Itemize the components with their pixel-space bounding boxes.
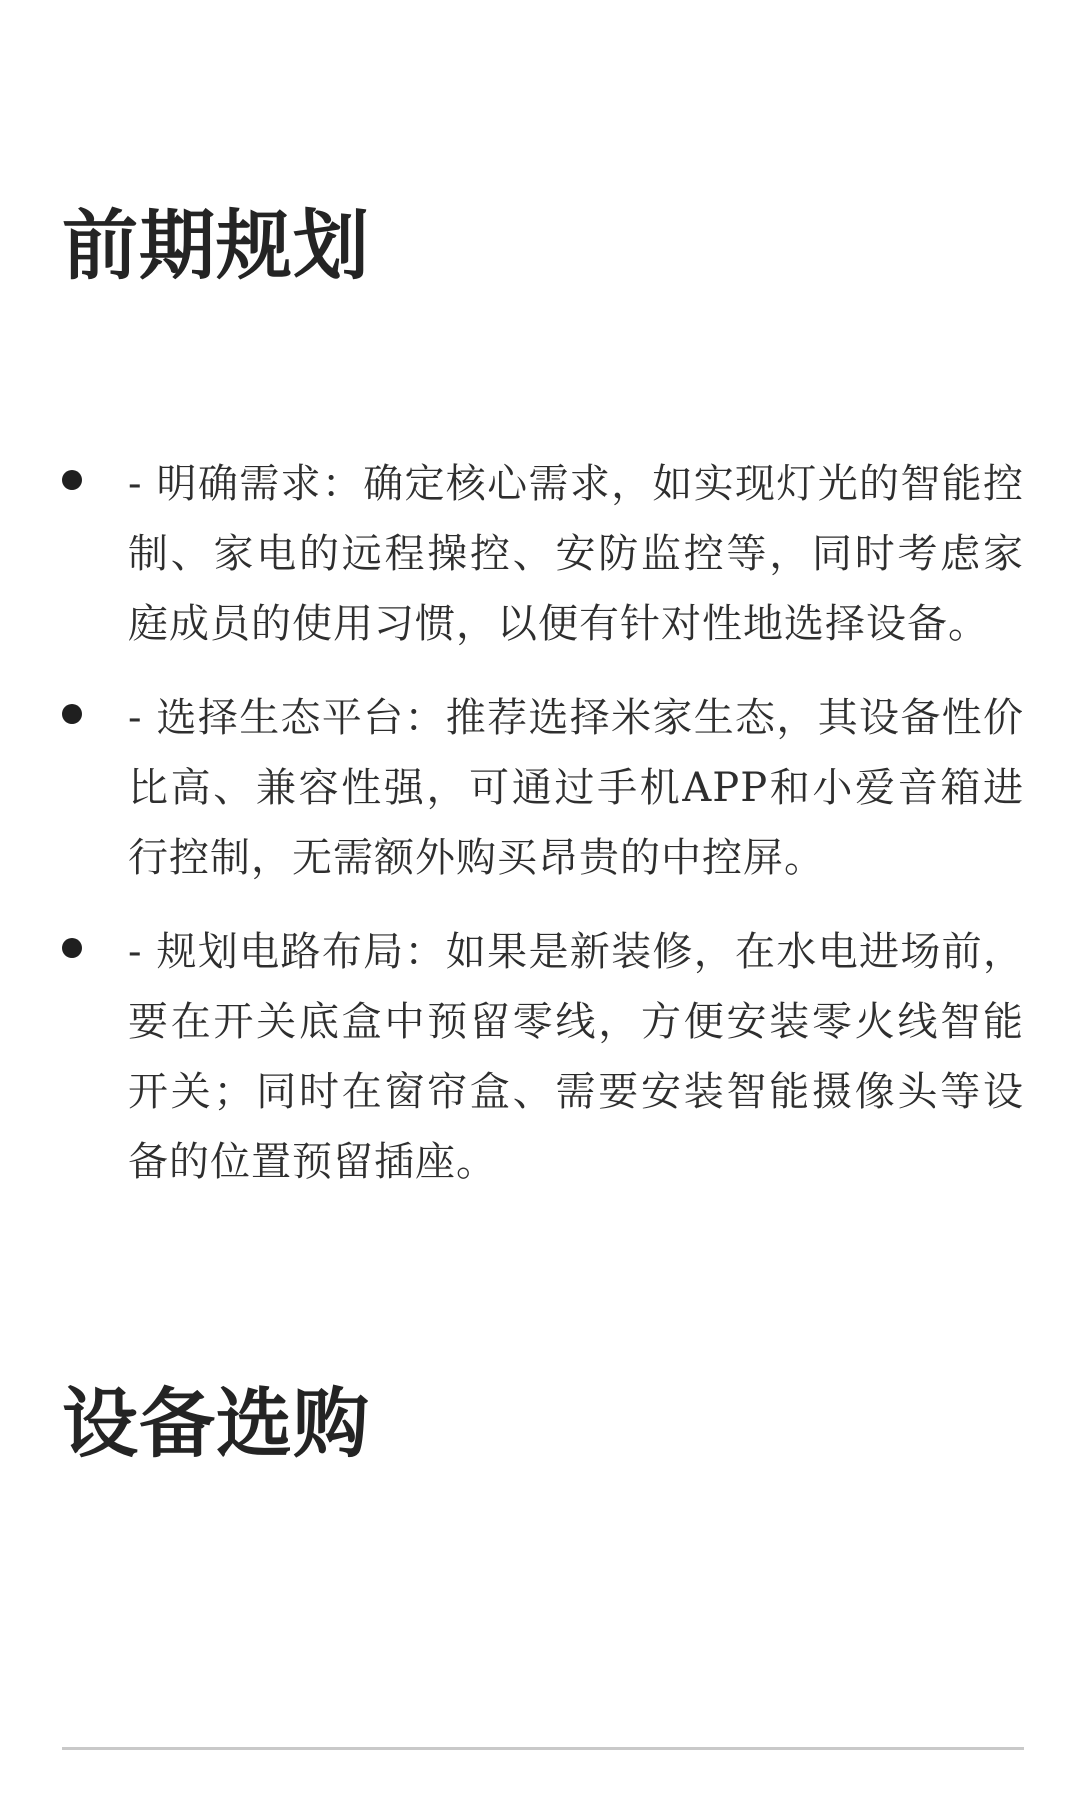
list-item: [0, 683, 1080, 893]
list-item-text: - 选择生态平台：推荐选择米家生态，其设备性价比高、兼容性强，可通过手机APP和小爱音箱进行控制，无需额外购买昂贵的中控屏。: [128, 695, 1024, 881]
section-title-device-purchase: 设备选购: [62, 1379, 370, 1468]
section-title-planning: 前期规划: [62, 201, 370, 290]
list-item-text: - 规划电路布局：如果是新装修，在水电进场前，要在开关底盒中预留零线，方便安装零火线智能开关；同时在窗帘盒、需要安装智能摄像头等设备的位置预留插座。: [128, 929, 1024, 1185]
list-item: [0, 917, 1080, 1197]
bullet-dot-icon: [62, 938, 82, 958]
divider: [62, 1747, 1024, 1750]
planning-bullet-list: [0, 449, 1080, 1221]
list-item: [0, 449, 1080, 659]
bullet-dot-icon: [62, 470, 82, 490]
list-item-text: - 明确需求：确定核心需求，如实现灯光的智能控制、家电的远程操控、安防监控等，同时考虑家庭成员的使用习惯，以便有针对性地选择设备。: [128, 461, 1024, 647]
bullet-dot-icon: [62, 704, 82, 724]
